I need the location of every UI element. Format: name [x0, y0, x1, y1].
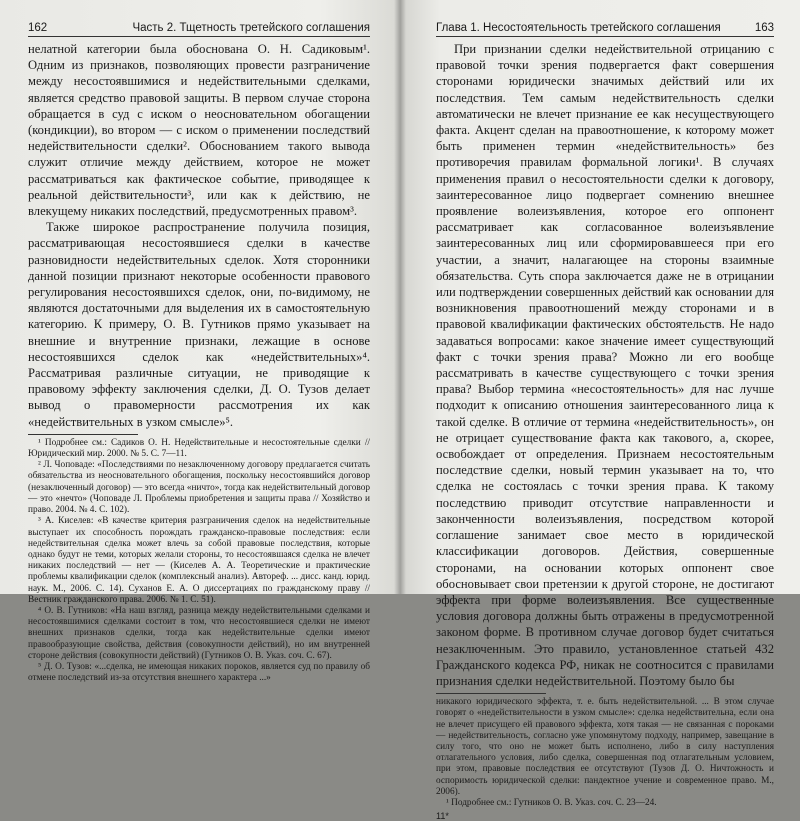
- footnote: ² Л. Чоповаде: «Последствиями по незаключенному договору предлагается считать обязательства из неосновательного обогащения, поскольку несостоявшийся договор (незаключенный договор) — это всегда «ничто», тогда как недействительный договор — это «нечто» (Чоповаде Л. Проблемы приобретения и защиты права // Хозяйство и право. 2004. № 4. С. 102).: [28, 460, 370, 516]
- footnote: ¹ Подробнее см.: Садиков О. Н. Недействительные и несостоятельные сделки // Юридический мир. 2000. № 5. С. 7—11.: [28, 437, 370, 460]
- running-title-left: Часть 2. Тщетность третейского соглашения: [132, 22, 370, 34]
- body-paragraph: нелатной категории была обоснована О. Н. Садиковым¹. Одним из признаков, позволяющих провести разграничение между несостоявшимися и недействительными сделками, является средство правовой защиты. В первом случае сторона обращается в суд с иском о неосновательном обогащении (кондикции), во втором — с иском о применении последствий недействительности сделки². Обоснованием такого вывода служит отличие между действием, которое не может рассматриваться как фактическое событие, приводящее к реальной действительности³, или как к действию, не влекущему никаких последствий, предусмотренных правом³.: [28, 42, 370, 219]
- footnote: ⁵ Д. О. Тузов: «...сделка, не имеющая никаких пороков, является суд по правилу об отмене последствий из-за отсутствия внешнего характера ...»: [28, 661, 370, 684]
- signature-mark: 11*: [436, 811, 449, 821]
- footnote: ³ А. Киселев: «В качестве критерия разграничения сделок на недействительные выступает их способность порождать гражданско-правовые последствия: если недействительная сделка может влечь за собой правовые последствия, которые однако будут не теми, которых желали стороны, то несостоявшаяся сделка не влечет никаких последствий — нет — (Киселев А. А. Теоретические и практические проблемы квалификации сделок (комплексный анализ). Автореф. ... дисс. канд. юрид. наук. М., 2006. С. 14). Суханов Е. А. О диссертациях по гражданскому праву // Вестник гражданского права. 2006. № 1. С. 51).: [28, 516, 370, 605]
- left-footnotes: [28, 438, 370, 684]
- page-number-left: 162: [28, 22, 48, 34]
- right-page: [400, 0, 800, 821]
- right-body: [436, 41, 774, 689]
- page-number-right: 163: [754, 22, 774, 34]
- running-head-left: [28, 22, 370, 37]
- right-footnotes: [436, 697, 774, 809]
- running-title-right: Глава 1. Несостоятельность третейского соглашения: [436, 22, 721, 34]
- footnote: ¹ Подробнее см.: Гутников О. В. Указ. соч. С. 23—24.: [446, 797, 657, 808]
- body-paragraph: При признании сделки недействительной отрицанию с правовой точки зрения подвергается факт совершения сторонами юридически значимых действий или их последствия. Тем самым недействительность сделки автоматически не влечет признание ее как несуществующего факта. Акцент сделан на правоотношение, к которому может быть применен термин «недействительность» без противоречия правилам формальной логики¹. В случаях применения правил о несостоятельности сделки к договору, заинтересованное лицо подвергает сомнению внешнее проявление волеизъявления, которое его оппонент рассматривает как согласованное волеизъявление заинтересованных лиц или сформировавшееся при его участии, а значит, налагающее на стороны взаимные обязательства. Суть спора заключается даже не в отрицании или подтверждении совершенных действий как основании для возникновения правоотношений между сторонами и в правовой квалификации фактических обстоятельств. Не надо задаваться вопросами: какое значение имеет существующий факт с точки зрения права? Можно ли его вообще рассматривать в качестве существующего с точки зрения права? Выбор термина «несостоятельность» для нас лучше подходит к описанию отношения заинтересованного лица к такой сделке. В отличие от термина «недействительность», он не отрицает существование факта как такового, а, скорее, освобождает от определения. Признаем несостоятельным последствие сделки, новый термин указывает на то, что сделка не состоялась с точки зрения права. К такому последствию приводит отсутствие направленности и законченности волеизъявления, посредством которой соглашение занимает свое место в юридической классификации договоров. Действия, совершенные сторонами, на основании которых оппонент свое обосновывает свои претензии к другой стороне, не достигают эффекта при форме волеизъявления. Все существенные условия договора должны быть отражены в предусмотренной законом форме. В противном случае договор будет считаться незаключенным. Это правило, установленное статьей 432 Гражданского кодекса РФ, никак не соотносится с правилами признания сделки недействительной. Поэтому было бы: [436, 42, 774, 688]
- footnote: никакого юридического эффекта, т. е. быть недействительной. ... В этом случае говорят о «недействительности в узком смысле»: сделка недействительна, если она не влечет присущего ей правового эффекта, хотя такая — не связанная с пороками — недействительность, согласно уже упомянутому подходу, например, завещание в силу того, что оно не может быть исполнено, либо в силу наступления отлагательного условия, либо сделка, совершенная под отлагательным условием, при этом, правовые последствия ее отсутствуют (Тузов Д. О. Ничтожность и оспоримость юридической сделки: пандектное учение и современное право. М., 2006).: [436, 697, 774, 797]
- footnote-rule: [28, 434, 138, 435]
- footnote: ⁴ О. В. Гутников: «На наш взгляд, разница между недействительными сделками и несостоявшимися сделками состоит в том, что несостоявшиеся сделки не имеют внешних признаков сделки, тогда как недействительные сделки имеют правообразующие свойства, действия (совокупности действий), но им внутренней стороне действия (совокупности действий) (Гутников О. В. Указ. соч. С. 67).: [28, 605, 370, 661]
- body-paragraph: Также широкое распространение получила позиция, рассматривающая несостоявшиеся сделки в качестве разновидности недействительных сделок. Хотя сторонники данной позиции признают некоторые особенности правового регулирования несостоявшихся сделок, они, по-видимому, не являются достаточными для выделения их в самостоятельную категорию. К примеру, О. В. Гутников прямо указывает на внешние и внутренние признаки, лежащие в основе несостоявшихся сделок как «недействительных»⁴. Рассматривая различные ситуации, не приводящие к правовому эффекту заключения сделки, Д. О. Тузов делает вывод о правомерности рассмотрения их как «недействительных в узком смысле»⁵.: [28, 220, 370, 429]
- book-gutter: [394, 0, 406, 594]
- running-head-right: [436, 22, 774, 37]
- left-body: [28, 41, 370, 430]
- footnote-rule: [436, 693, 546, 694]
- left-page: [0, 0, 400, 684]
